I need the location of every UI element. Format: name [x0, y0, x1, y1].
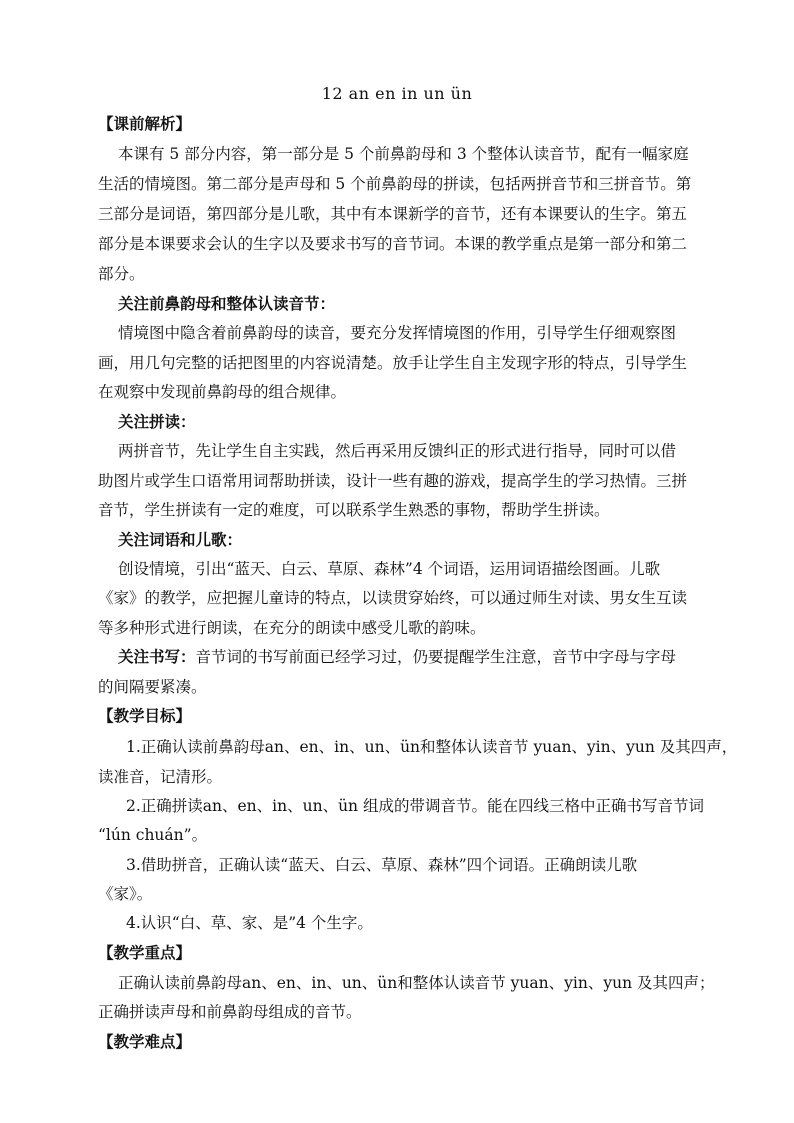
paragraph-line: 画，用几句完整的话把图里的内容说清楚。放手让学生自主发现字形的特点，引导学生 [98, 354, 688, 372]
paragraph-line: 助图片或学生口语常用词帮助拼读，设计一些有趣的游戏，提高学生的学习热情。三拼 [98, 472, 688, 490]
paragraph-line: 部分是本课要求会认的生字以及要求书写的音节词。本课的教学重点是第一部分和第二 [98, 235, 688, 253]
paragraph-line: 在观察中发现前鼻韵母的组合规律。 [98, 383, 347, 401]
goal-item: 1.正确认读前鼻韵母an、en、in、un、ün和整体认读音节 yuan、yin、yun 及其四声， [126, 738, 738, 756]
section-heading-difficulties: 【教学难点】 [98, 1032, 192, 1051]
goal-item-continued: 读准音，记清形。 [98, 768, 223, 786]
subheading-spelling: 关注拼读： [118, 412, 196, 431]
lesson-title: 12 an en in un ün [321, 84, 473, 103]
paragraph-line: 正确认读前鼻韵母an、en、in、un、ün和整体认读音节 yuan、yin、yun 及其四声； [118, 974, 715, 992]
subheading-nasal-finals: 关注前鼻韵母和整体认读音节： [118, 294, 336, 313]
paragraph-line-writing [118, 647, 748, 667]
goal-item: 2.正确拼读an、en、in、un、ün 组成的带调音节。能在四线三格中正确书写音节词 [126, 797, 704, 815]
goal-item: 3.借助拼音，正确认读“蓝天、白云、草原、森林”四个词语。正确朗读儿歌 [126, 856, 638, 874]
paragraph-line: 部分。 [98, 265, 145, 283]
paragraph-line: 两拼音节，先让学生自主实践，然后再采用反馈纠正的形式进行指导，同时可以借 [118, 442, 677, 460]
goal-item-continued: “lún chuán”。 [98, 826, 208, 844]
paragraph-line: 《家》的教学，应把握儿童诗的特点，以读贯穿始终，可以通过师生对读、男女生互读 [98, 589, 688, 607]
subheading-writing: 关注书写： [118, 647, 196, 666]
paragraph-line: 音节，学生拼读有一定的难度，可以联系学生熟悉的事物，帮助学生拼读。 [98, 501, 610, 519]
paragraph-line: 生活的情境图。第二部分是声母和 5 个前鼻韵母的拼读，包括两拼音节和三拼音节。第 [98, 175, 692, 193]
section-heading-analysis: 【课前解析】 [98, 114, 192, 133]
goal-item-continued: 《家》。 [98, 885, 153, 903]
goal-item: 4.认识“白、草、家、是”4 个生字。 [126, 914, 373, 932]
paragraph-line: 情境图中隐含着前鼻韵母的读音，要充分发挥情境图的作用，引导学生仔细观察图 [118, 324, 677, 342]
paragraph-line: 正确拼读声母和前鼻韵母组成的音节。 [98, 1003, 362, 1021]
paragraph-line: 的间隔要紧凑。 [98, 678, 207, 696]
section-heading-goals: 【教学目标】 [98, 706, 192, 725]
paragraph-line: 三部分是词语，第四部分是儿歌，其中有本课新学的音节，还有本课要认的生字。第五 [98, 205, 688, 223]
section-heading-key-points: 【教学重点】 [98, 943, 192, 962]
paragraph-line: 本课有 5 部分内容，第一部分是 5 个前鼻韵母和 3 个整体认读音节，配有一幅家庭 [118, 145, 689, 163]
subheading-words-songs: 关注词语和儿歌： [118, 530, 243, 549]
paragraph-line: 等多种形式进行朗读，在充分的朗读中感受儿歌的韵味。 [98, 619, 486, 637]
paragraph-line: 创设情境，引出“蓝天、白云、草原、森林”4 个词语，运用词语描绘图画。儿歌 [118, 560, 661, 578]
paragraph-text: 音节词的书写前面已经学习过，仍要提醒学生注意，音节中字母与字母 [195, 648, 677, 666]
